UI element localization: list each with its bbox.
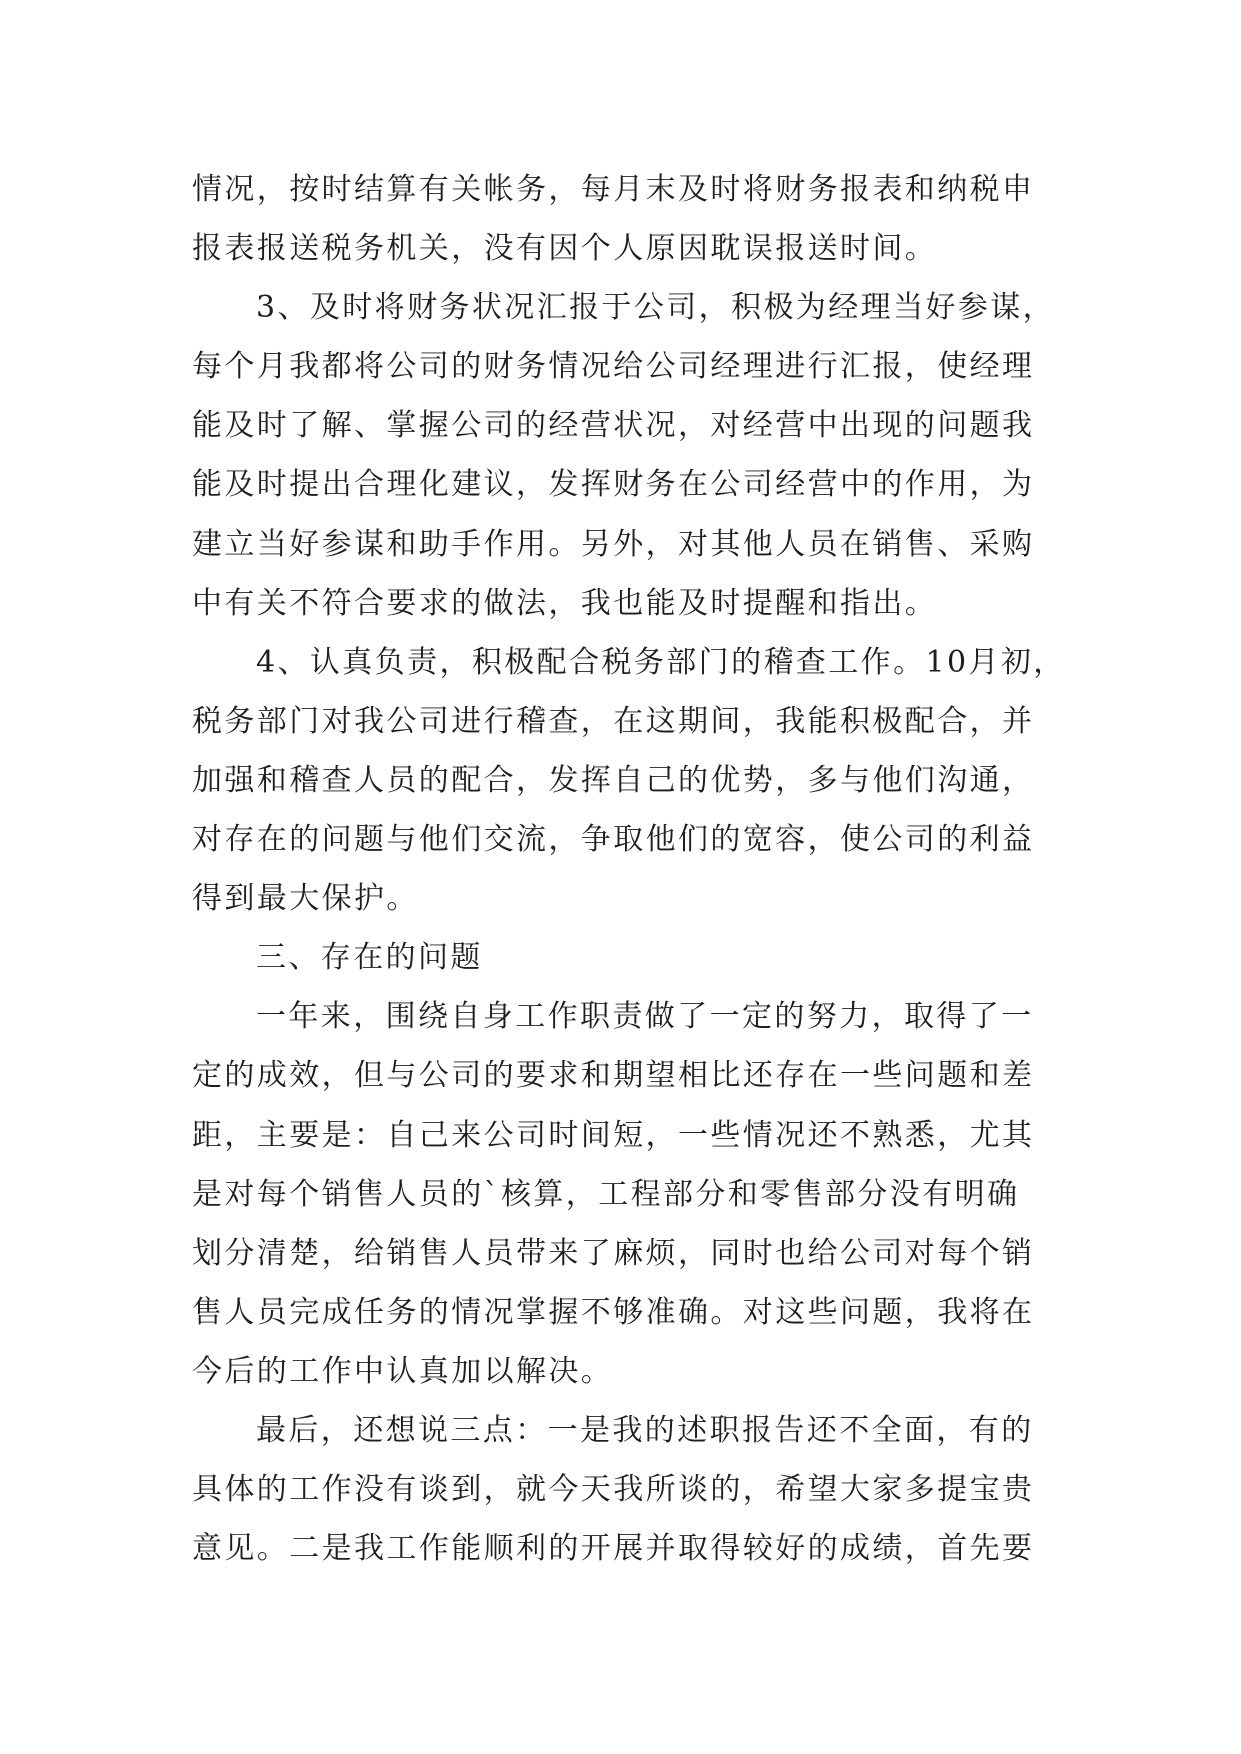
text-line: 售人员完成任务的情况掌握不够准确。对这些问题，我将在 — [192, 1294, 1035, 1330]
text-line: 对存在的问题与他们交流，争取他们的宽容，使公司的利益 — [192, 822, 1035, 858]
text-line: 定的成效，但与公司的要求和期望相比还存在一些问题和差 — [192, 1058, 1035, 1094]
text-line: 今后的工作中认真加以解决。 — [192, 1353, 614, 1389]
text-line: 能及时了解、掌握公司的经营状况，对经营中出现的问题我 — [192, 408, 1035, 444]
text-line: 每个月我都将公司的财务情况给公司经理进行汇报，使经理 — [192, 349, 1035, 385]
text-line: 能及时提出合理化建议，发挥财务在公司经营中的作用，为 — [192, 467, 1035, 503]
text-line: 划分清楚，给销售人员带来了麻烦，同时也给公司对每个销 — [192, 1235, 1035, 1271]
text-line: 意见。二是我工作能顺利的开展并取得较好的成绩，首先要 — [192, 1531, 1035, 1567]
text-line: 加强和稽查人员的配合，发挥自己的优势，多与他们沟通， — [192, 762, 1035, 798]
text-line: 得到最大保护。 — [192, 881, 419, 917]
text-line: 报表报送税务机关，没有因个人原因耽误报送时间。 — [192, 231, 938, 267]
text-line: 最后，还想说三点：一是我的述职报告还不全面，有的 — [256, 1412, 1034, 1448]
text-line: 4、认真负责，积极配合税务部门的稽查工作。10月初， — [256, 644, 1066, 680]
text-line: 情况，按时结算有关帐务，每月末及时将财务报表和纳税申 — [192, 172, 1035, 207]
text-line: 三、存在的问题 — [256, 940, 483, 976]
text-line: 一年来，围绕自身工作职责做了一定的努力，取得了一 — [256, 999, 1034, 1035]
text-line: 税务部门对我公司进行稽查，在这期间，我能积极配合，并 — [192, 703, 1035, 739]
text-line: 具体的工作没有谈到，就今天我所谈的，希望大家多提宝贵 — [192, 1472, 1035, 1508]
text-line: 3、及时将财务状况汇报于公司，积极为经理当好参谋， — [256, 290, 1056, 326]
text-line: 是对每个销售人员的`核算，工程部分和零售部分没有明确 — [192, 1176, 1020, 1212]
text-line: 距，主要是：自己来公司时间短，一些情况还不熟悉，尤其 — [192, 1117, 1035, 1153]
text-line: 中有关不符合要求的做法，我也能及时提醒和指出。 — [192, 585, 938, 621]
text-line: 建立当好参谋和助手作用。另外，对其他人员在销售、采购 — [192, 526, 1035, 562]
document-body — [192, 160, 1072, 1578]
